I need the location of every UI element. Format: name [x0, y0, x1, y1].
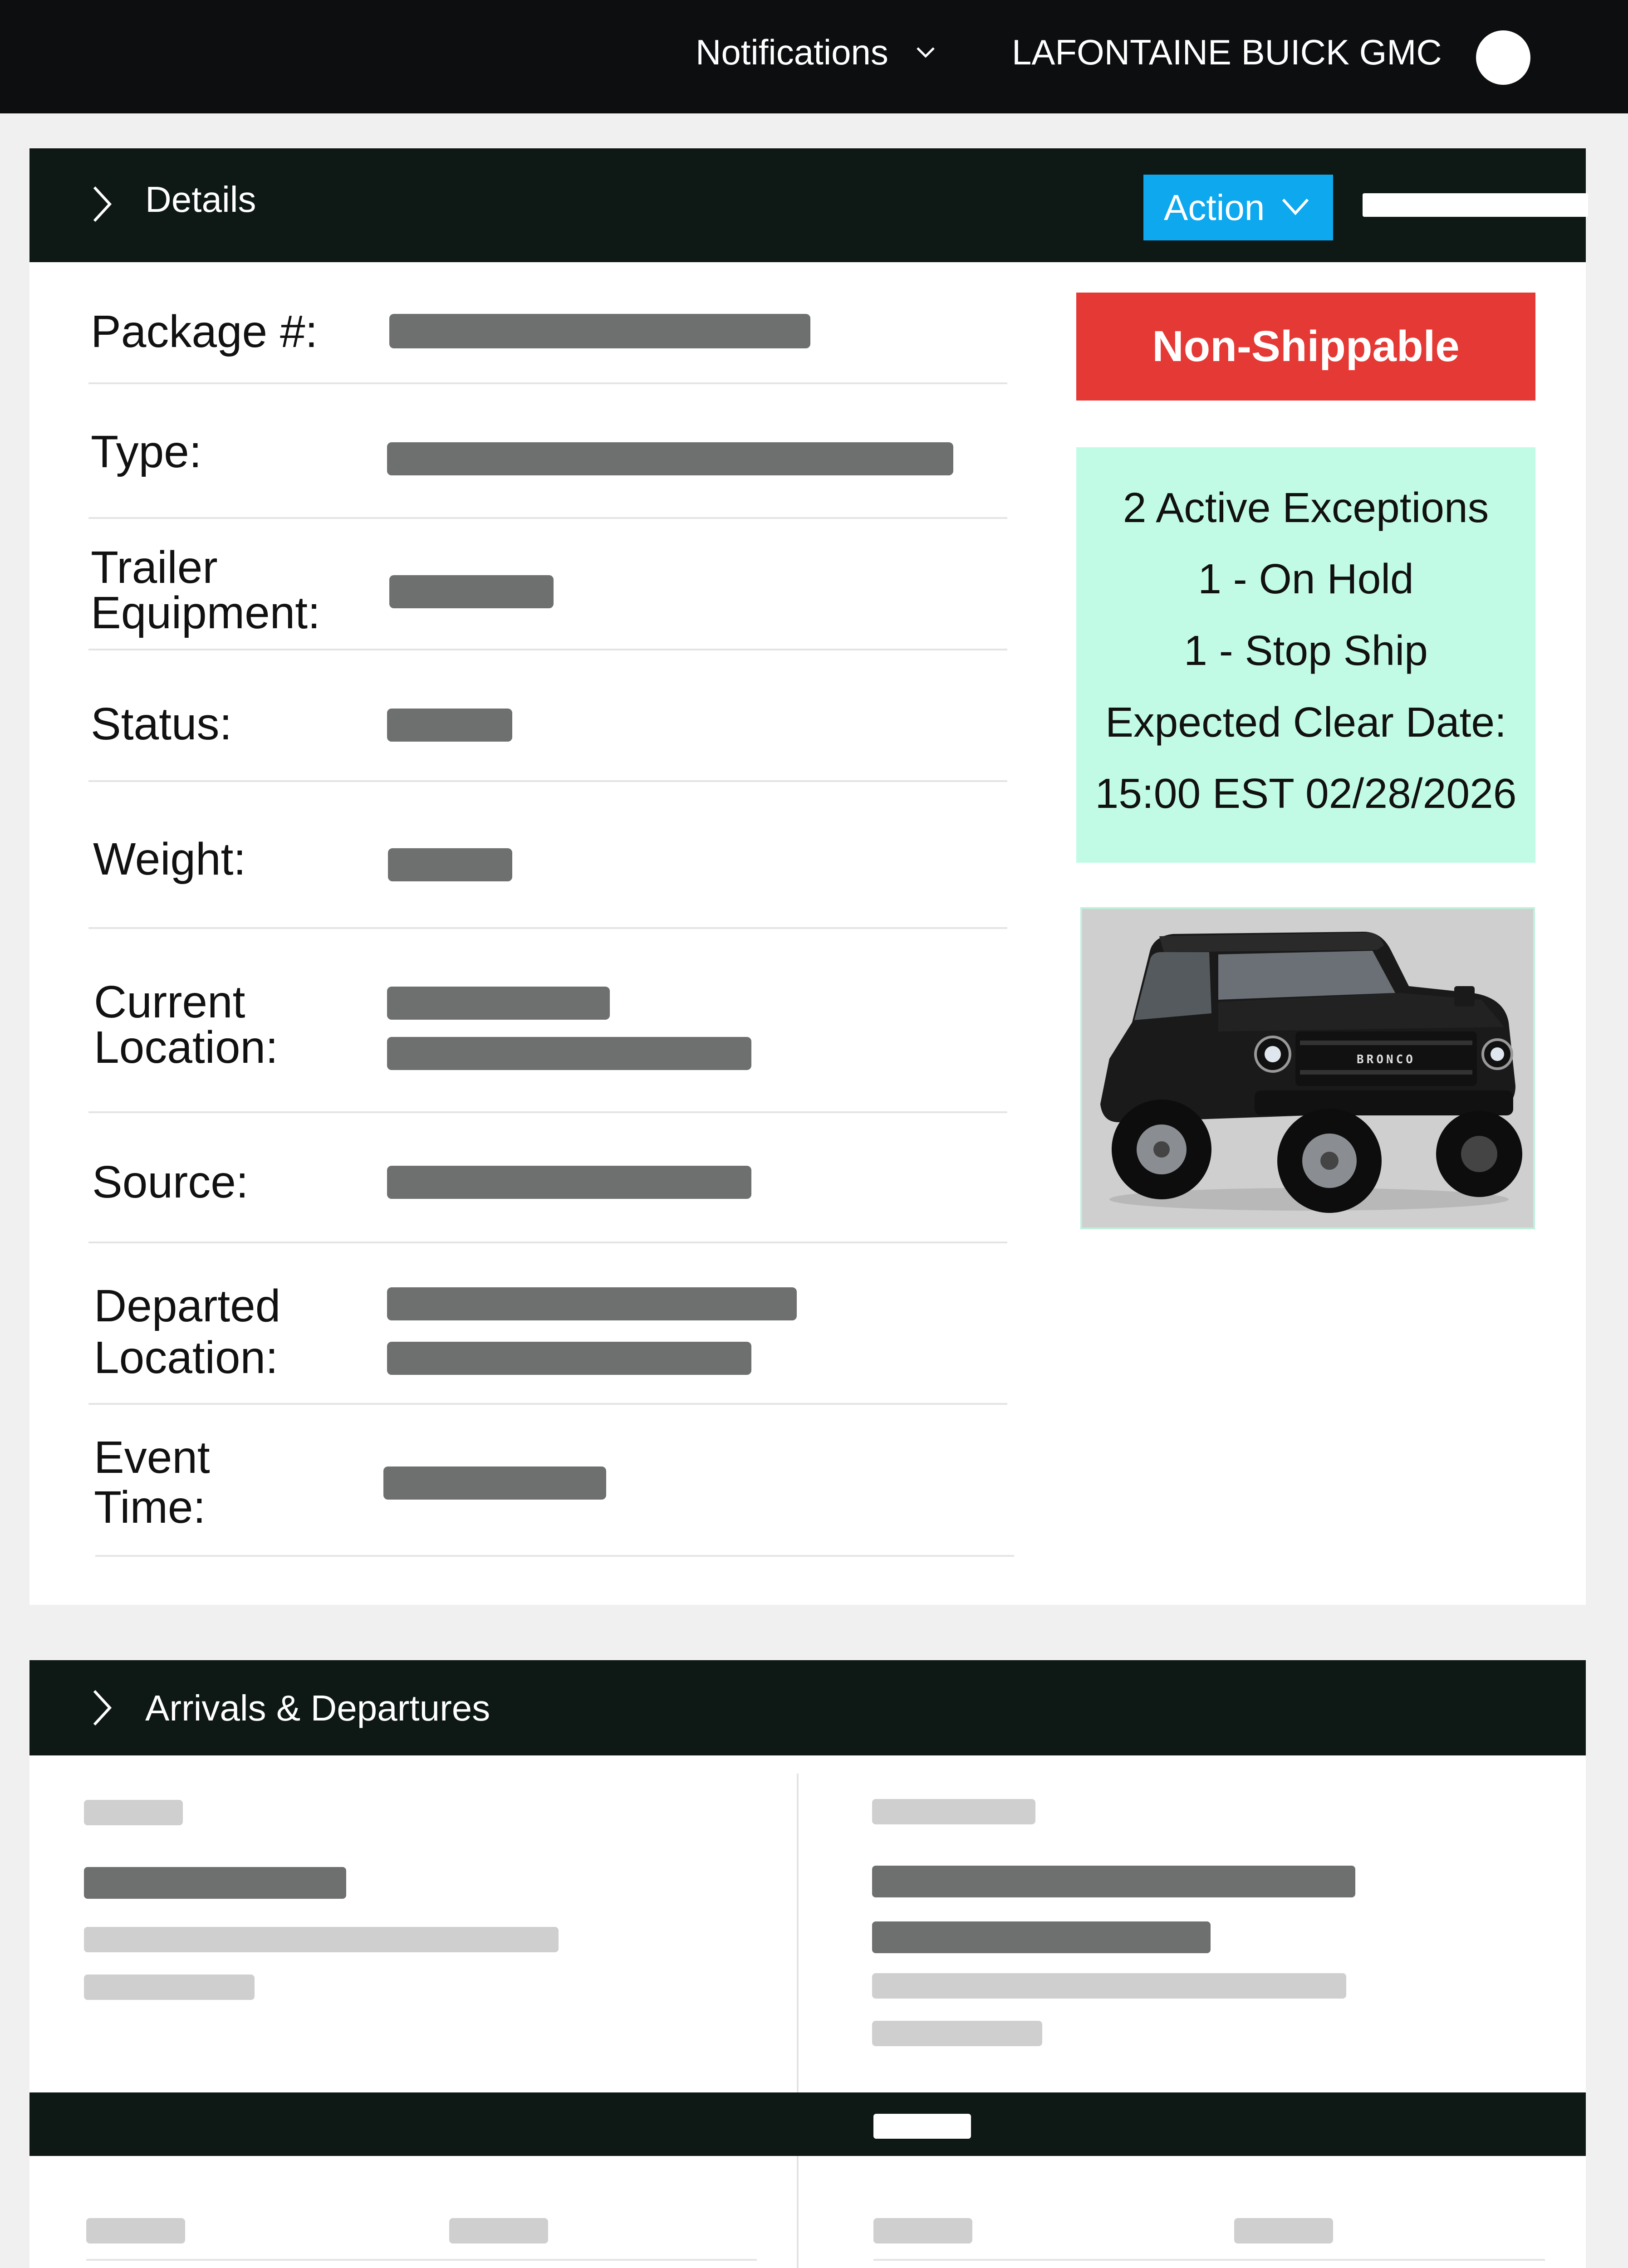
- type-value-redacted: [387, 442, 953, 475]
- placeholder-cell: [449, 2218, 548, 2244]
- divider: [88, 780, 1007, 782]
- expected-clear-label: Expected Clear Date:: [1105, 699, 1506, 746]
- divider: [88, 517, 1007, 519]
- action-button-label: Action: [1164, 187, 1265, 228]
- current-location-label-line2: Location:: [94, 1022, 278, 1073]
- departed-location-value2-redacted: [387, 1342, 751, 1375]
- placeholder-line: [84, 1975, 255, 2000]
- current-location-value2-redacted: [387, 1037, 751, 1070]
- divider: [88, 1403, 1007, 1405]
- trailer-equipment-label-line2: Equipment:: [91, 587, 320, 638]
- exception-stop-ship: 1 - Stop Ship: [1184, 627, 1428, 674]
- divider: [873, 2259, 1545, 2261]
- column-divider: [797, 2156, 799, 2268]
- column-divider: [797, 1774, 799, 2092]
- chevron-right-icon[interactable]: [86, 1687, 118, 1728]
- divider: [88, 927, 1007, 929]
- top-bar: [0, 0, 1628, 113]
- vehicle-grille-text: BRONCO: [1357, 1053, 1416, 1066]
- expected-clear-date: 15:00 EST 02/28/2026: [1095, 770, 1517, 817]
- source-label: Source:: [92, 1157, 249, 1207]
- avatar[interactable]: [1476, 30, 1530, 85]
- placeholder-cell: [873, 2218, 972, 2244]
- departed-location-value-redacted: [387, 1287, 797, 1320]
- exception-on-hold: 1 - On Hold: [1198, 555, 1414, 602]
- source-value-redacted: [387, 1166, 751, 1199]
- placeholder-line: [872, 1799, 1035, 1824]
- departed-location-label-line1: Departed: [94, 1281, 281, 1331]
- chevron-down-icon: [1280, 193, 1311, 220]
- placeholder-line: [84, 1867, 346, 1899]
- details-title: Details: [145, 179, 256, 220]
- details-panel-header[interactable]: [29, 148, 1586, 262]
- section-bar-label-redacted: [873, 2114, 971, 2139]
- dealer-name[interactable]: LAFONTAINE BUICK GMC: [1012, 32, 1442, 72]
- divider: [88, 1111, 1007, 1113]
- shipping-status-badge: Non-Shippable: [1076, 293, 1535, 401]
- vehicle-image: [1080, 907, 1535, 1229]
- arrivals-title: Arrivals & Departures: [145, 1688, 490, 1728]
- current-location-label-line1: Current: [94, 977, 245, 1027]
- placeholder-cell: [1234, 2218, 1333, 2244]
- departed-location-label-line2: Location:: [94, 1332, 278, 1383]
- placeholder-line: [872, 1921, 1211, 1953]
- chevron-right-icon[interactable]: [86, 184, 118, 225]
- divider: [86, 2259, 757, 2261]
- package-label: Package #:: [91, 306, 318, 357]
- trailer-equipment-value-redacted: [389, 575, 554, 608]
- event-time-value-redacted: [383, 1466, 606, 1500]
- type-label: Type:: [91, 426, 202, 477]
- status-value-redacted: [387, 709, 512, 742]
- exceptions-summary: [1076, 447, 1535, 863]
- trailer-equipment-label-line1: Trailer: [91, 542, 218, 593]
- redacted-header-field: [1363, 193, 1588, 217]
- divider: [88, 649, 1007, 650]
- section-bar: [29, 2092, 1586, 2156]
- action-button[interactable]: [1143, 175, 1333, 240]
- divider: [95, 1555, 1014, 1557]
- chevron-down-icon[interactable]: [912, 38, 939, 65]
- weight-value-redacted: [388, 848, 512, 881]
- arrivals-panel-header[interactable]: [29, 1660, 1586, 1755]
- event-time-label-line2: Time:: [94, 1482, 206, 1533]
- vehicle-illustration: [1082, 909, 1533, 1227]
- notifications-menu[interactable]: Notifications: [696, 32, 888, 72]
- placeholder-line: [872, 1866, 1355, 1897]
- weight-label: Weight:: [93, 834, 246, 885]
- placeholder-line: [84, 1800, 183, 1825]
- exceptions-count: 2 Active Exceptions: [1123, 484, 1489, 531]
- placeholder-line: [872, 1973, 1346, 1999]
- placeholder-line: [872, 2021, 1042, 2046]
- placeholder-line: [84, 1927, 559, 1952]
- divider: [88, 1242, 1007, 1243]
- placeholder-cell: [86, 2218, 185, 2244]
- event-time-label-line1: Event: [94, 1432, 210, 1483]
- package-value-redacted: [389, 314, 810, 348]
- status-label: Status:: [91, 699, 232, 749]
- current-location-value-redacted: [387, 987, 610, 1020]
- divider: [88, 382, 1007, 384]
- arrivals-panel-body: [29, 1755, 1586, 2268]
